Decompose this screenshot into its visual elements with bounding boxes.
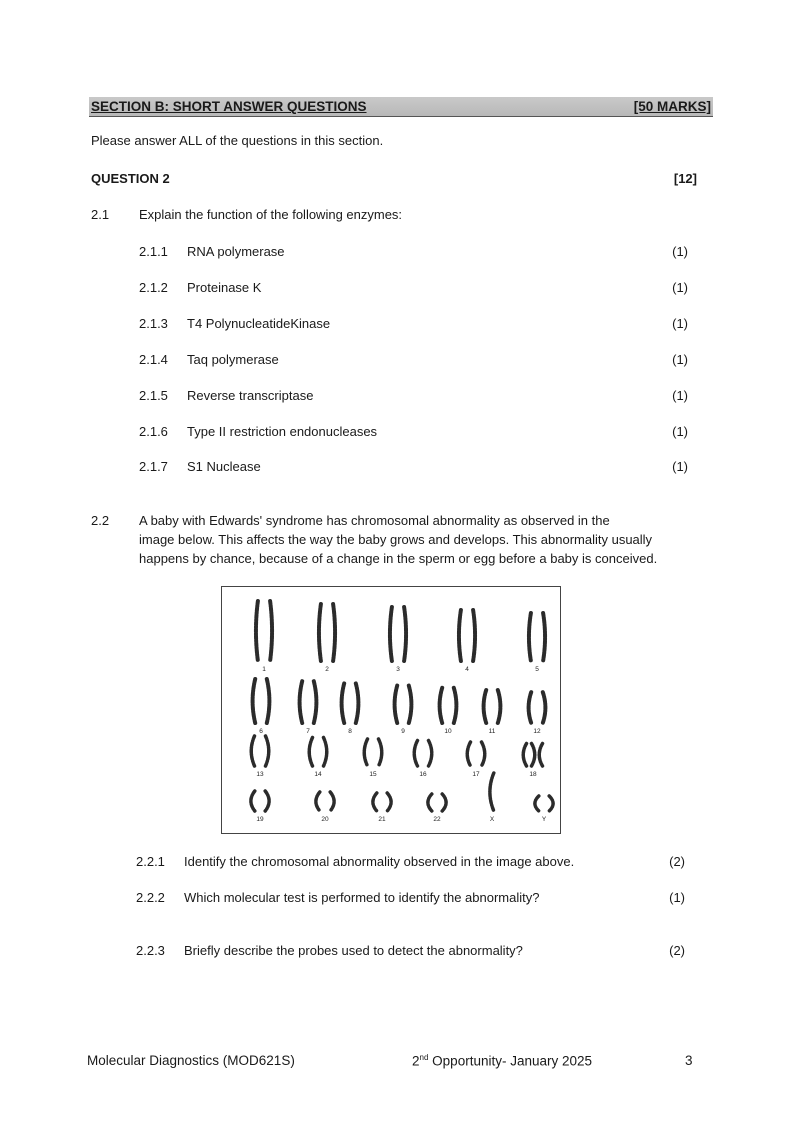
- chromosome-9: [395, 686, 398, 723]
- q22-line-2: image below. This affects the way the baby grows and develops. This abnormality usually: [139, 532, 653, 547]
- chromosome-3: [390, 607, 392, 661]
- chromosome-17: [467, 742, 470, 766]
- q21-text: Explain the function of the following enzymes:: [139, 207, 403, 222]
- chromosome-15: [364, 739, 367, 766]
- chromosome-14: [324, 738, 327, 767]
- question-title: QUESTION 2: [91, 171, 170, 186]
- chromosome-label: Y: [541, 816, 547, 823]
- karyotype-svg: [222, 587, 560, 833]
- chromosome-label: 3: [396, 666, 400, 673]
- chromosome-label: 2: [325, 666, 329, 673]
- chromosome-5: [529, 613, 531, 661]
- chromosome-12: [529, 692, 532, 723]
- item-marks: (1): [672, 387, 688, 403]
- chromosome-label: 18: [529, 771, 537, 778]
- item-marks: (1): [672, 459, 688, 475]
- chromosome-8: [342, 683, 345, 723]
- item-marks: (2): [669, 854, 685, 869]
- chromosome-10: [454, 688, 457, 723]
- chromosome-2: [333, 604, 335, 661]
- chromosome-label: 16: [419, 771, 427, 778]
- chromosome-11: [498, 690, 501, 723]
- chromosome-label: 10: [444, 728, 452, 735]
- question-marks: [12]: [673, 171, 697, 186]
- chromosome-7: [300, 681, 303, 723]
- chromosome-label: 12: [533, 728, 541, 735]
- footer-course: Molecular Diagnostics (MOD621S): [87, 1053, 295, 1068]
- chromosome-label: 15: [369, 771, 377, 778]
- footer-page-number: 3: [685, 1053, 693, 1068]
- item-text: T4 PolynucleatideKinase: [187, 315, 331, 331]
- q22-number: 2.2: [91, 513, 110, 528]
- chromosome-16: [429, 741, 432, 767]
- chromosome-4: [473, 610, 475, 661]
- q22-line-1: A baby with Edwards' syndrome has chromosomal abnormality as observed in the: [139, 513, 610, 528]
- chromosome-label: 14: [314, 771, 322, 778]
- chromosome-label: 9: [401, 728, 405, 735]
- chromosome-4: [459, 610, 461, 661]
- item-number: 2.1.1: [139, 244, 168, 259]
- chromosome-label: X: [489, 816, 495, 823]
- chromosome-22: [428, 794, 432, 811]
- item-number: 2.1.4: [139, 351, 168, 367]
- chromosome-2: [319, 604, 321, 661]
- chromosome-label: 1: [262, 666, 266, 673]
- item-text: Briefly describe the probes used to detect the abnormality?: [184, 943, 523, 958]
- item-number: 2.2.2: [136, 890, 165, 905]
- item-text: Identify the chromosomal abnormality observed in the image above.: [184, 854, 575, 869]
- q21-number: 2.1: [91, 207, 110, 222]
- chromosome-19: [251, 791, 255, 811]
- chromosome-21: [373, 793, 377, 811]
- chromosome-label: 19: [256, 816, 264, 823]
- chromosome-6: [253, 679, 256, 723]
- item-marks: (1): [672, 315, 688, 331]
- q22-line-3: happens by chance, because of a change in the sperm or egg before a baby is conceived.: [139, 551, 658, 566]
- chromosome-label: 22: [433, 816, 441, 823]
- chromosome-14: [309, 738, 312, 767]
- item-number: 2.1.5: [139, 387, 168, 403]
- item-number: 2.1.2: [139, 279, 168, 295]
- footer-opportunity: 2nd Opportunity- January 2025: [412, 1053, 593, 1069]
- chromosome-12: [543, 692, 546, 723]
- chromosome-20: [330, 792, 334, 811]
- chromosome-6: [267, 679, 270, 723]
- chromosome-label: 11: [488, 728, 496, 735]
- chromosome-20: [316, 792, 320, 811]
- chromosome-Y: [535, 796, 539, 811]
- chromosome-10: [440, 688, 443, 723]
- chromosome-7: [314, 681, 317, 723]
- karyotype-image: [221, 586, 561, 834]
- item-text: Type II restriction endonucleases: [187, 423, 378, 439]
- chromosome-label: 6: [259, 728, 263, 735]
- chromosome-13: [251, 736, 254, 766]
- chromosome-label: 17: [472, 771, 480, 778]
- chromosome-16: [414, 741, 417, 767]
- item-number: 2.1.3: [139, 315, 168, 331]
- section-marks: [50 MARKS]: [633, 99, 711, 114]
- chromosome-1: [256, 601, 258, 661]
- chromosome-22: [442, 794, 446, 811]
- chromosome-13: [266, 736, 269, 766]
- item-text: S1 Nuclease: [187, 459, 261, 475]
- item-text: Which molecular test is performed to identify the abnormality?: [184, 890, 540, 905]
- chromosome-11: [484, 690, 487, 723]
- instruction: Please answer ALL of the questions in this section.: [91, 133, 384, 148]
- chromosome-18: [532, 744, 535, 767]
- item-marks: (1): [672, 351, 688, 367]
- item-text: RNA polymerase: [187, 244, 285, 259]
- item-number: 2.1.6: [139, 423, 168, 439]
- chromosome-label: 7: [306, 728, 310, 735]
- chromosome-label: 8: [348, 728, 352, 735]
- item-number: 2.2.3: [136, 943, 165, 958]
- chromosome-label: 13: [256, 771, 264, 778]
- chromosome-label: 20: [321, 816, 329, 823]
- chromosome-Y: [549, 796, 553, 811]
- item-marks: (1): [672, 423, 688, 439]
- chromosome-label: 4: [465, 666, 469, 673]
- chromosome-9: [409, 686, 412, 723]
- item-text: Reverse transcriptase: [187, 387, 314, 403]
- chromosome-8: [356, 683, 359, 723]
- item-text: Taq polymerase: [187, 351, 279, 367]
- item-marks: (2): [669, 943, 685, 958]
- chromosome-X: [490, 773, 494, 811]
- chromosome-3: [404, 607, 406, 661]
- item-marks: (1): [672, 279, 688, 295]
- item-number: 2.1.7: [139, 459, 168, 475]
- chromosome-15: [379, 739, 382, 766]
- chromosome-19: [265, 791, 269, 811]
- item-number: 2.2.1: [136, 854, 165, 869]
- chromosome-21: [387, 793, 391, 811]
- chromosome-18: [539, 744, 542, 767]
- chromosome-18: [523, 744, 526, 767]
- section-title: SECTION B: SHORT ANSWER QUESTIONS: [91, 99, 367, 114]
- chromosome-label: 21: [378, 816, 386, 823]
- chromosome-label: 5: [535, 666, 539, 673]
- item-marks: (1): [669, 890, 685, 905]
- chromosome-1: [270, 601, 272, 661]
- section-header: [89, 97, 713, 117]
- chromosome-5: [543, 613, 545, 661]
- chromosome-17: [482, 742, 485, 766]
- item-text: Proteinase K: [187, 279, 262, 295]
- item-marks: (1): [672, 244, 688, 259]
